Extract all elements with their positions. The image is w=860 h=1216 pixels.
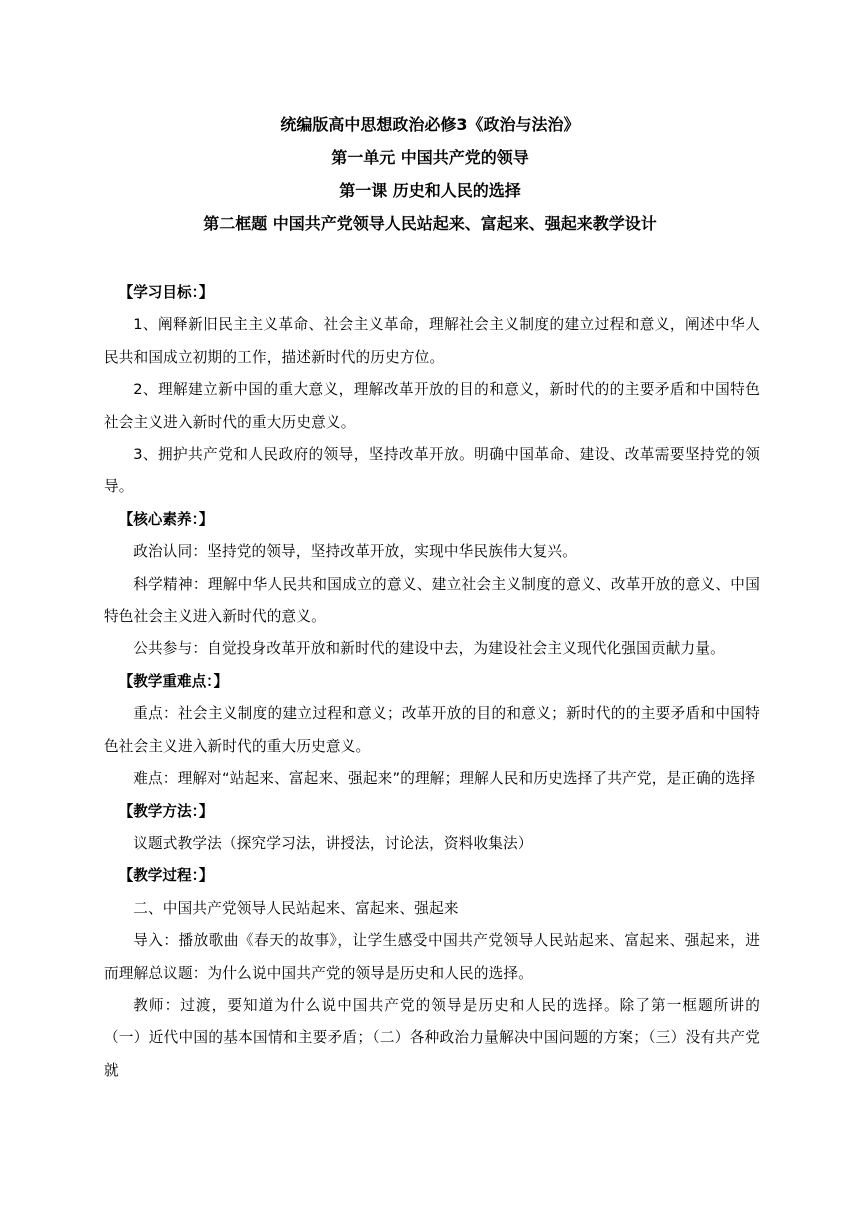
- course-title: 统编版高中思想政治必修3《政治与法治》: [280, 115, 580, 134]
- goals-heading: 【学习目标：】: [118, 284, 214, 301]
- section-title: 第二框题 中国共产党领导人民站起来、富起来、强起来教学设计: [203, 214, 657, 233]
- process-item: 二、中国共产党领导人民站起来、富起来、强起来: [133, 899, 459, 917]
- title-block: [0, 108, 860, 240]
- goal-item: 2、理解建立新中国的重大意义，理解改革开放的目的和意义，新时代的的主要矛盾和中国特色社会主义进入新时代的重大历史意义。: [104, 381, 760, 431]
- keypoints-heading: 【教学重难点：】: [118, 672, 229, 690]
- process-item: 导入：播放歌曲《春天的故事》，让学生感受中国共产党领导人民站起来、富起来、强起来，进而理解总议题：为什么说中国共产党的领导是历史和人民的选择。: [104, 932, 760, 982]
- process-heading: 【教学过程：】: [118, 867, 214, 885]
- methods-heading: 【教学方法：】: [118, 802, 214, 820]
- literacy-item: 科学精神：理解中华人民共和国成立的意义、建立社会主义制度的意义、改革开放的意义、中国特色社会主义进入新时代的意义。: [104, 575, 760, 626]
- method-item: 议题式教学法（探究学习法，讲授法，讨论法，资料收集法）: [133, 834, 533, 852]
- process-item: 教师：过渡，要知道为什么说中国共产党的领导是历史和人民的选择。除了第一框题所讲的（一）近代中国的基本国情和主要矛盾；（二）各种政治力量解决中国问题的方案；（三）没有共产党就: [104, 996, 760, 1079]
- literacy-heading: 【核心素养：】: [118, 510, 214, 528]
- literacy-item: 政治认同：坚持党的领导，坚持改革开放，实现中华民族伟大复兴。: [133, 543, 578, 561]
- document-body: [104, 277, 760, 1087]
- unit-title: 第一单元 中国共产党的领导: [331, 148, 529, 167]
- literacy-item: 公共参与：自觉投身改革开放和新时代的建设中去，为建设社会主义现代化强国贡献力量。: [133, 640, 725, 658]
- keypoint-item: 难点：理解对“站起来、富起来、强起来”的理解；理解人民和历史选择了共产党，是正确的选择: [133, 770, 756, 788]
- goal-item: 1、阐释新旧民主主义革命、社会主义革命，理解社会主义制度的建立过程和意义，阐述中华人民共和国成立初期的工作，描述新时代的历史方位。: [104, 316, 760, 366]
- goal-item: 3、拥护共产党和人民政府的领导，坚持改革开放。明确中国革命、建设、改革需要坚持党的领导。: [104, 446, 760, 496]
- lesson-title: 第一课 历史和人民的选择: [339, 181, 521, 200]
- keypoint-item: 重点：社会主义制度的建立过程和意义；改革开放的目的和意义；新时代的的主要矛盾和中国特色社会主义进入新时代的重大历史意义。: [104, 705, 760, 755]
